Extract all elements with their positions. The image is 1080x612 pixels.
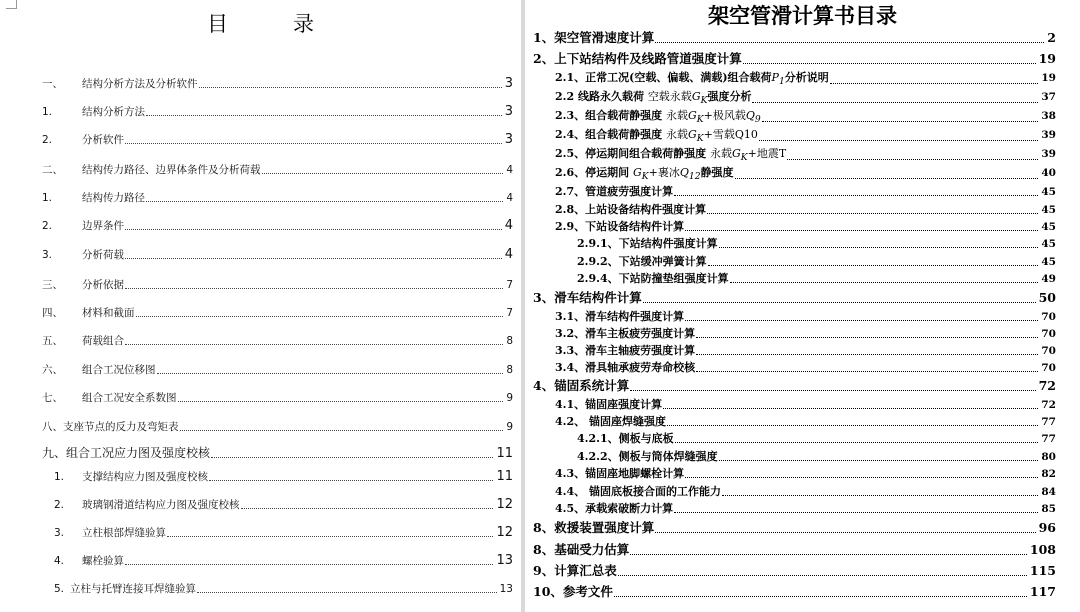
toc-entry-3-3[interactable] [555, 342, 1056, 358]
toc-entry-3-1[interactable] [555, 308, 1056, 324]
toc-entry-label: 荷载组合 [82, 335, 124, 347]
toc-entry-4[interactable] [42, 305, 513, 320]
toc-entry-label: 分析依据 [82, 279, 124, 291]
toc-entry-label: 4.5、承载索破断力计算 [555, 502, 674, 515]
toc-entry-label: 2.9.4、下站防撞垫组强度计算 [577, 272, 729, 285]
toc-entry-number: 3. [54, 527, 65, 539]
dot-leader [125, 229, 502, 230]
toc-entry-page: 50 [1038, 290, 1056, 305]
toc-entry-page: 70 [1041, 345, 1056, 357]
toc-entry-page: 4 [504, 218, 513, 233]
toc-entry-label: 3.3、滑车主轴疲劳强度计算 [555, 344, 696, 357]
toc-entry-2-7[interactable] [555, 183, 1056, 199]
dot-leader [685, 477, 1038, 478]
dot-leader [125, 143, 502, 144]
toc-entry-label: 立柱根部焊缝验算 [82, 527, 166, 539]
toc-entry-4-2[interactable] [555, 413, 1056, 429]
toc-entry-label: 分析荷载 [82, 249, 124, 261]
toc-entry-label: 8、救援装置强度计算 [533, 520, 655, 535]
dot-leader [762, 121, 1039, 122]
toc-entry-page: 82 [1041, 468, 1056, 480]
dot-leader [157, 373, 504, 374]
toc-entry-number: 七、 [42, 392, 63, 404]
toc-entry-2-9-2[interactable] [577, 253, 1056, 269]
toc-entry-page: 85 [1041, 503, 1056, 515]
toc-entry-2-6[interactable] [555, 164, 1056, 182]
toc-entry-label: 4.2、 锚固座焊缝强度 [555, 415, 666, 428]
toc-entry-2-2[interactable] [42, 218, 513, 233]
toc-entry-page: 3 [504, 104, 513, 119]
toc-entry-label: 2.6、停运期间 $G_K+$裹冰$Q_{12}$静强度 [555, 166, 734, 183]
toc-entry-number: 二、 [42, 164, 63, 176]
toc-entry-4[interactable] [533, 376, 1056, 394]
toc-entry-label: 4.1、锚固座强度计算 [555, 398, 663, 411]
dot-leader [146, 201, 503, 202]
toc-entry-label: 10、参考文件 [533, 584, 613, 599]
toc-entry-page: 45 [1041, 256, 1056, 268]
formula: $G_K$ [687, 128, 704, 145]
dot-leader [241, 508, 494, 509]
toc-entry-1[interactable] [42, 76, 513, 91]
dot-leader [655, 532, 1035, 533]
toc-entry-page: 13 [499, 583, 513, 595]
toc-entry-label: 1、架空管滑速度计算 [533, 30, 655, 45]
toc-entry-label: 4.2.2、侧板与筒体焊缝强度 [577, 450, 718, 463]
toc-entry-2-9[interactable] [555, 218, 1056, 234]
dot-leader [125, 344, 503, 345]
toc-entry-label: 2、上下站结构件及线路管道强度计算 [533, 51, 742, 66]
toc-entry-page: 96 [1038, 520, 1056, 535]
dot-leader [707, 213, 1038, 214]
toc-entry-2-3[interactable] [555, 107, 1056, 125]
toc-entry-page: 45 [1041, 221, 1056, 233]
toc-entry-number: 八、 [42, 421, 63, 433]
toc-entry-label: 2.9.2、下站缓冲弹簧计算 [577, 255, 707, 268]
toc-entry-8a[interactable] [533, 518, 1056, 536]
toc-entry-page: 4 [506, 192, 513, 204]
toc-entry-label: 结构分析方法 [82, 106, 145, 118]
toc-entry-3-4[interactable] [555, 359, 1056, 375]
toc-entry-page: 45 [1041, 186, 1056, 198]
dot-leader [830, 83, 1039, 84]
toc-entry-number: 三、 [42, 279, 63, 291]
toc-entry-number: 3. [42, 249, 53, 261]
toc-entry-page: 2 [1047, 30, 1056, 45]
dot-leader [630, 390, 1035, 391]
dot-leader [735, 178, 1039, 179]
toc-entry-label: 8、基础受力估算 [533, 542, 630, 557]
toc-entry-2-9-4[interactable] [577, 270, 1056, 286]
dot-leader [787, 159, 1038, 160]
toc-entry-2-4[interactable] [555, 126, 1056, 144]
toc-entry-label: 玻璃钢滑道结构应力图及强度校核 [82, 499, 240, 511]
toc-entry-10[interactable] [533, 582, 1056, 600]
toc-entry-label: 组合工况位移图 [82, 364, 156, 376]
toc-entry-9-5[interactable] [54, 581, 513, 596]
toc-entry-9[interactable] [42, 444, 513, 461]
toc-entry-page: 80 [1041, 451, 1056, 463]
dot-leader [730, 282, 1039, 283]
toc-entry-4-3[interactable] [555, 465, 1056, 481]
dot-leader [614, 596, 1027, 597]
toc-entry-9-4[interactable] [42, 553, 513, 568]
toc-entry-2[interactable] [533, 49, 1056, 67]
toc-entry-page: 3 [504, 76, 513, 91]
toc-entry-label: 立柱与托臂连接耳焊缝验算 [70, 583, 196, 595]
toc-entry-number: 1. [42, 106, 53, 118]
toc-entry-3[interactable] [533, 288, 1056, 306]
dot-leader [167, 536, 493, 537]
dot-leader [667, 425, 1038, 426]
toc-entry-page: 37 [1041, 91, 1056, 103]
toc-entry-label: 组合工况安全系数图 [82, 392, 177, 404]
toc-entry-label: 2.9、下站设备结构件计算 [555, 220, 685, 233]
toc-entry-5[interactable] [42, 333, 513, 348]
formula: $Q_9$ [745, 109, 761, 126]
toc-entry-page: 72 [1041, 399, 1056, 411]
dot-leader [197, 592, 497, 593]
dot-leader [125, 564, 493, 565]
toc-entry-page: 4 [504, 247, 513, 262]
toc-entry-3-2[interactable] [555, 325, 1056, 341]
toc-entry-label: 4、锚固系统计算 [533, 378, 630, 393]
toc-entry-label: 边界条件 [82, 220, 124, 232]
toc-entry-page: 70 [1041, 311, 1056, 323]
dot-leader [722, 495, 1038, 496]
toc-entry-2-9-1[interactable] [577, 235, 1056, 251]
toc-entry-page: 3 [504, 132, 513, 147]
toc-entry-number: 4. [54, 555, 65, 567]
toc-entry-label: 4.2.1、侧板与底板 [577, 432, 674, 445]
left-toc-page [0, 0, 521, 612]
toc-entry-page: 8 [506, 335, 513, 347]
toc-entry-label: 2.3、组合载荷静强度 永载$G_K+$极风载$Q_9$ [555, 109, 761, 126]
dot-leader [180, 430, 504, 431]
toc-entry-label: 组合工况应力图及强度校核 [66, 446, 211, 460]
toc-entry-label: 结构分析方法及分析软件 [82, 78, 198, 90]
formula: $G_K$ [691, 90, 708, 107]
dot-leader [178, 401, 504, 402]
toc-entry-label: 2.7、管道疲劳强度计算 [555, 185, 674, 198]
dot-leader [759, 140, 1039, 141]
toc-entry-9-1[interactable] [42, 469, 513, 484]
toc-entry-label: 9、计算汇总表 [533, 563, 617, 578]
dot-leader [199, 87, 502, 88]
toc-entry-page: 7 [506, 279, 513, 291]
dot-leader [719, 460, 1039, 461]
toc-entry-4-5[interactable] [555, 500, 1056, 516]
toc-entry-page: 40 [1041, 167, 1056, 179]
toc-entry-label: 4.3、锚固座地脚螺栓计算 [555, 467, 685, 480]
toc-entry-page: 108 [1029, 542, 1056, 557]
toc-entry-page: 77 [1041, 416, 1056, 428]
toc-entry-label: 2.5、停运期间组合载荷静强度 永载$G_K+$地震T [555, 147, 787, 164]
toc-entry-3[interactable] [42, 277, 513, 292]
toc-entry-9-2[interactable] [42, 497, 513, 512]
toc-entry-number: 2. [54, 499, 65, 511]
toc-entry-2-5[interactable] [555, 145, 1056, 163]
toc-entry-number: 2. [42, 220, 53, 232]
toc-entry-page: 39 [1041, 129, 1056, 141]
toc-entry-page: 72 [1038, 378, 1056, 393]
toc-entry-page: 9 [506, 392, 513, 404]
toc-entry-2[interactable] [42, 162, 513, 177]
toc-entry-page: 12 [496, 525, 513, 540]
toc-entry-4-4[interactable] [555, 483, 1056, 499]
toc-entry-4-2-2[interactable] [577, 448, 1056, 464]
toc-entry-page: 9 [506, 421, 513, 433]
toc-entry-page: 8 [506, 364, 513, 376]
toc-entry-label: 2.8、上站设备结构件强度计算 [555, 203, 707, 216]
toc-entry-label: 4.4、 锚固底板接合面的工作能力 [555, 485, 721, 498]
toc-entry-2-1[interactable] [42, 190, 513, 205]
dot-leader [125, 288, 503, 289]
toc-entry-number: 五、 [42, 335, 63, 347]
toc-entry-4-2-1[interactable] [577, 430, 1056, 446]
toc-entry-label: 分析软件 [82, 134, 124, 146]
toc-entry-label: 3.2、滑车主板疲劳强度计算 [555, 327, 696, 340]
toc-entry-page: 19 [1038, 51, 1056, 66]
toc-entry-1[interactable] [533, 28, 1056, 46]
toc-entry-9[interactable] [533, 561, 1056, 579]
dot-leader [696, 371, 1038, 372]
toc-entry-label: 材料和截面 [82, 307, 135, 319]
toc-entry-number: 九、 [42, 446, 67, 460]
dot-leader [136, 316, 504, 317]
toc-entry-page: 77 [1041, 433, 1056, 445]
formula: $Q_{12}$ [679, 166, 701, 183]
toc-entry-number: 5. [54, 583, 65, 595]
formula: $G_K$ [731, 147, 748, 164]
right-toc-title: 架空管滑计算书目录 [708, 3, 897, 28]
toc-entry-label: 结构传力路径 [82, 192, 145, 204]
toc-entry-2-1[interactable] [555, 69, 1056, 87]
toc-entry-number: 1. [54, 471, 65, 483]
dot-leader [685, 320, 1038, 321]
toc-entry-6[interactable] [42, 362, 513, 377]
toc-entry-number: 一、 [42, 78, 63, 90]
toc-entry-label: 3.1、滑车结构件强度计算 [555, 310, 685, 323]
dot-leader [696, 354, 1038, 355]
toc-entry-page: 7 [506, 307, 513, 319]
toc-entry-8[interactable] [42, 419, 513, 434]
dot-leader [674, 195, 1038, 196]
toc-entry-page: 19 [1041, 72, 1056, 84]
dot-leader [696, 337, 1038, 338]
toc-entry-number: 2. [42, 134, 53, 146]
toc-entry-page: 84 [1041, 486, 1056, 498]
toc-entry-page: 11 [496, 446, 513, 461]
toc-entry-label: 结构传力路径、边界体条件及分析荷载 [82, 164, 261, 176]
dot-leader [663, 408, 1038, 409]
dot-leader [708, 265, 1039, 266]
dot-leader [262, 173, 504, 174]
toc-entry-page: 38 [1041, 110, 1056, 122]
formula: $G_K$ [632, 166, 649, 183]
dot-leader [752, 102, 1038, 103]
toc-entry-2-2[interactable] [555, 88, 1056, 106]
right-toc-page [525, 0, 1080, 612]
toc-entry-9-3[interactable] [42, 525, 513, 540]
toc-entry-1-2[interactable] [42, 132, 513, 147]
dot-leader [743, 63, 1036, 64]
dot-leader [630, 554, 1027, 555]
toc-entry-7[interactable] [42, 390, 513, 405]
toc-entry-page: 115 [1029, 563, 1056, 578]
toc-entry-page: 70 [1041, 328, 1056, 340]
toc-entry-1-1[interactable] [42, 104, 513, 119]
toc-entry-4-1[interactable] [555, 396, 1056, 412]
toc-entry-label: 2.4、组合载荷静强度 永载$G_K+$雪载Q10 [555, 128, 758, 145]
toc-entry-page: 11 [496, 469, 513, 484]
toc-entry-page: 13 [496, 553, 513, 568]
dot-leader [674, 512, 1038, 513]
toc-entry-page: 70 [1041, 362, 1056, 374]
toc-entry-page: 4 [506, 164, 513, 176]
dot-leader [146, 115, 502, 116]
dot-leader [643, 302, 1036, 303]
dot-leader [719, 247, 1039, 248]
dot-leader [209, 480, 493, 481]
toc-entry-number: 六、 [42, 364, 63, 376]
toc-entry-label: 支座节点的反力及弯矩表 [63, 421, 179, 433]
toc-entry-page: 45 [1041, 238, 1056, 250]
toc-entry-label: 3.4、滑具轴承疲劳寿命校核 [555, 361, 696, 374]
dot-leader [618, 575, 1027, 576]
dot-leader [211, 457, 493, 458]
toc-entry-page: 45 [1041, 204, 1056, 216]
toc-entry-2-8[interactable] [555, 201, 1056, 217]
toc-entry-page: 12 [496, 497, 513, 512]
dot-leader [125, 258, 502, 259]
toc-entry-8b[interactable] [533, 540, 1056, 558]
toc-entry-2-3[interactable] [42, 247, 513, 262]
toc-entry-page: 117 [1029, 584, 1056, 599]
formula: $G_K$ [687, 109, 704, 126]
toc-entry-label: 3、滑车结构件计算 [533, 290, 642, 305]
formula: $P_1$ [771, 71, 785, 88]
toc-entry-page: 49 [1041, 273, 1056, 285]
toc-entry-label: 2.9.1、下站结构件强度计算 [577, 237, 718, 250]
toc-entry-label: 2.1、正常工况(空载、偏载、满载)组合载荷$P_1$分析说明 [555, 71, 829, 88]
dot-leader [655, 42, 1044, 43]
dot-leader [675, 442, 1039, 443]
dot-leader [685, 230, 1038, 231]
toc-entry-label: 螺栓验算 [82, 555, 124, 567]
toc-entry-number: 1. [42, 192, 53, 204]
toc-entry-label: 支撑结构应力图及强度校核 [82, 471, 208, 483]
toc-entry-number: 四、 [42, 307, 63, 319]
toc-entry-label: 2.2 线路永久载荷 空载永载$G_K$强度分析 [555, 90, 752, 107]
toc-entry-page: 39 [1041, 148, 1056, 160]
left-toc-title: 目 录 [207, 12, 336, 36]
